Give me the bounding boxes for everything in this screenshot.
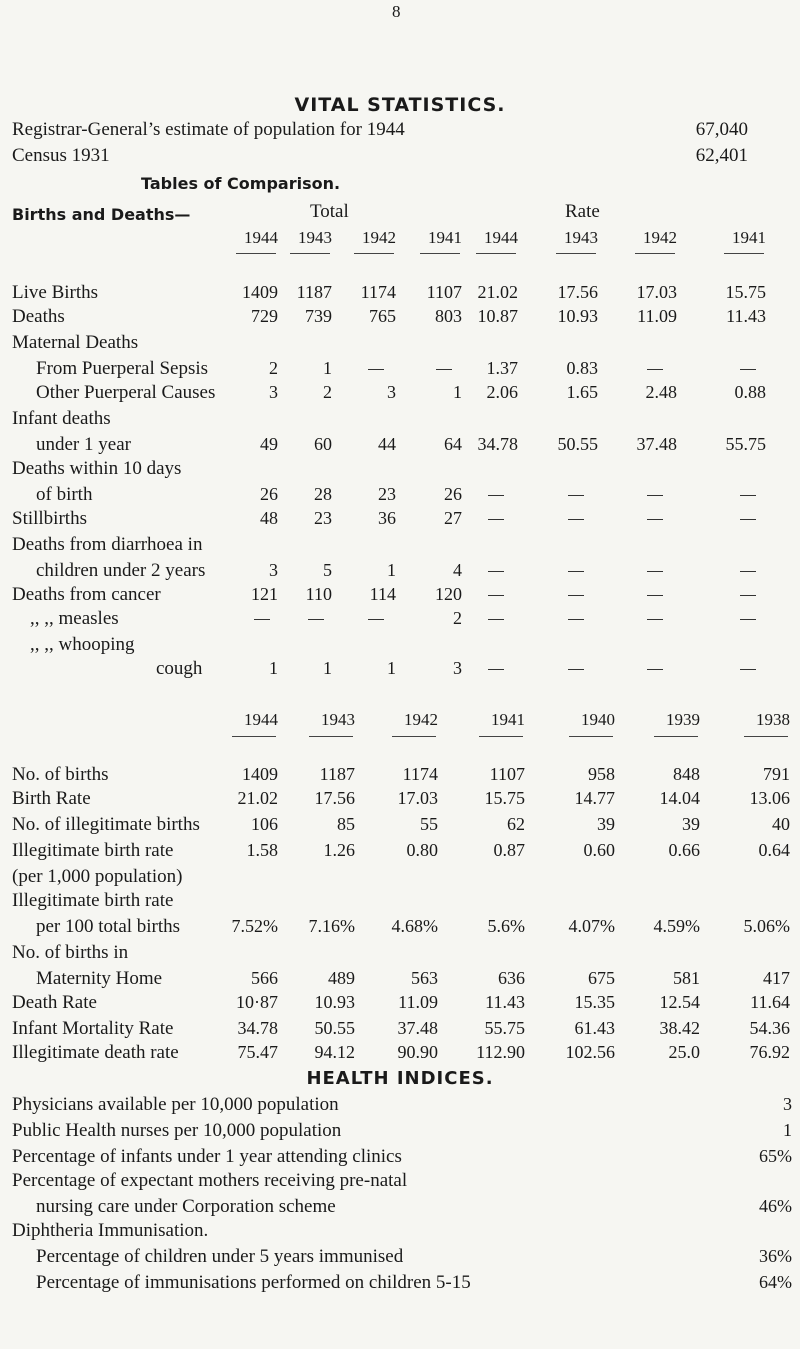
row-label: Illegitimate birth rate [12,840,174,861]
row-value: 110 [305,584,332,604]
row-label: (per 1,000 population) [12,866,183,887]
row-label: Live Births [12,282,99,303]
row-value: 1.58 [246,840,278,860]
header-underline [309,736,353,737]
column-year: 1943 [321,710,355,729]
row-label: Infant deaths [12,408,111,429]
row-value: 1187 [296,282,332,302]
row-value: 1 [269,658,278,678]
row-value: 1.65 [566,382,598,402]
dash-mark [740,495,756,496]
dash-mark [488,669,504,670]
row-value: 958 [588,764,615,784]
row-value: 28 [314,484,332,504]
row-value: 563 [411,968,438,988]
row-value: 36 [378,508,396,528]
row-label: No. of births in [12,942,129,963]
row-value: 5 [323,560,332,580]
page-title: VITAL STATISTICS. [294,94,506,116]
row-label: under 1 year [36,434,131,455]
row-value: 1.26 [323,840,355,860]
row-value: 729 [251,306,278,326]
row-value: 1 [453,382,462,402]
header-underline [476,253,516,254]
row-value: 1187 [319,764,355,784]
column-year: 1938 [756,710,790,729]
row-value: 62 [507,814,525,834]
row-label: children under 2 years [36,560,206,581]
health-item-label: Percentage of expectant mothers receiving pre-natal [12,1170,408,1191]
row-label: ,, ,, measles [30,608,119,629]
row-value: 14.04 [659,788,700,808]
row-value: 15.35 [574,992,615,1012]
row-value: 21.02 [477,282,518,302]
row-value: 23 [378,484,396,504]
row-value: 15.75 [725,282,766,302]
dash-mark [488,595,504,596]
page-number: 8 [392,2,401,21]
column-year: 1942 [404,710,438,729]
row-value: 3 [269,560,278,580]
row-label: Deaths within 10 days [12,458,182,479]
dash-mark [368,369,384,370]
dash-mark [254,619,270,620]
row-value: 17.03 [636,282,677,302]
row-label: No. of illegitimate births [12,814,200,835]
row-value: 3 [387,382,396,402]
row-value: 1 [387,560,396,580]
row-value: 675 [588,968,615,988]
row-label: ,, ,, whooping [30,634,135,655]
column-year: 1944 [484,228,518,247]
row-label: Maternal Deaths [12,332,139,353]
row-value: 60 [314,434,332,454]
row-label: of birth [36,484,93,505]
row-value: 11.64 [750,992,790,1012]
row-label: Deaths from diarrhoea in [12,534,203,555]
row-value: 10.87 [477,306,518,326]
row-value: 0.66 [668,840,700,860]
dash-mark [740,595,756,596]
dash-mark [568,619,584,620]
row-value: 34.78 [477,434,518,454]
header-underline [479,736,523,737]
row-value: 50.55 [314,1018,355,1038]
row-value: 23 [314,508,332,528]
dash-mark [488,495,504,496]
comparison-heading: Tables of Comparison. [141,174,341,193]
column-year: 1941 [732,228,766,247]
row-value: 49 [260,434,278,454]
dash-mark [647,495,663,496]
row-value: 120 [435,584,462,604]
row-value: 1174 [360,282,396,302]
header-underline [290,253,330,254]
row-label: Birth Rate [12,788,91,809]
row-label: Deaths [12,306,65,327]
header-underline [654,736,698,737]
column-year: 1944 [244,228,278,247]
header-underline [392,736,436,737]
row-value: 10·87 [236,992,278,1012]
header-underline [569,736,613,737]
row-value: 1409 [242,764,278,784]
row-value: 39 [682,814,700,834]
dash-mark [647,369,663,370]
row-value: 417 [763,968,790,988]
dash-mark [740,519,756,520]
row-label: Illegitimate death rate [12,1042,179,1063]
row-value: 25.0 [668,1042,700,1062]
row-value: 1 [323,658,332,678]
row-label: From Puerperal Sepsis [36,358,209,379]
row-value: 4.07% [568,916,615,936]
column-year: 1941 [491,710,525,729]
dash-mark [647,519,663,520]
row-value: 566 [251,968,278,988]
row-label: cough [156,658,203,679]
health-item-value: 65% [759,1146,792,1166]
dash-mark [488,519,504,520]
row-value: 64 [444,434,462,454]
health-item-value: 36% [759,1246,792,1266]
row-value: 12.54 [659,992,700,1012]
row-value: 11.09 [398,992,438,1012]
row-value: 1.37 [486,358,518,378]
row-value: 2.48 [645,382,677,402]
row-value: 27 [444,508,462,528]
row-value: 0.60 [583,840,615,860]
rate-column-label: Rate [565,201,600,222]
health-item-value: 64% [759,1272,792,1292]
row-value: 791 [763,764,790,784]
row-value: 1174 [402,764,438,784]
row-value: 10.93 [557,306,598,326]
row-value: 3 [453,658,462,678]
row-value: 10.93 [314,992,355,1012]
column-year: 1942 [643,228,677,247]
row-value: 37.48 [397,1018,438,1038]
row-value: 4 [453,560,462,580]
row-value: 55 [420,814,438,834]
dash-mark [647,669,663,670]
census-value: 62,401 [695,145,748,166]
dash-mark [568,571,584,572]
row-value: 5.6% [487,916,525,936]
dash-mark [568,595,584,596]
row-value: 85 [337,814,355,834]
health-item-value: 1 [783,1120,792,1140]
row-value: 94.12 [314,1042,355,1062]
row-label: per 100 total births [36,916,181,937]
health-heading: HEALTH INDICES. [306,1068,494,1089]
row-value: 75.47 [237,1042,278,1062]
header-underline [556,253,596,254]
row-value: 44 [378,434,396,454]
header-underline [420,253,460,254]
row-value: 17.03 [397,788,438,808]
row-value: 37.48 [636,434,677,454]
row-value: 55.75 [484,1018,525,1038]
header-underline [232,736,276,737]
dash-mark [488,571,504,572]
health-item-label: Percentage of children under 5 years immunised [36,1246,404,1267]
health-item-value: 3 [783,1094,792,1114]
dash-mark [740,571,756,572]
row-value: 765 [369,306,396,326]
dash-mark [647,595,663,596]
row-value: 50.55 [557,434,598,454]
row-value: 1 [387,658,396,678]
row-label: Infant Mortality Rate [12,1018,174,1039]
row-value: 0.80 [406,840,438,860]
column-year: 1939 [666,710,700,729]
dash-mark [647,571,663,572]
health-item-label: nursing care under Corporation scheme [36,1196,336,1217]
row-value: 581 [673,968,700,988]
row-value: 106 [251,814,278,834]
row-value: 2 [323,382,332,402]
row-value: 11.43 [726,306,766,326]
row-value: 0.83 [566,358,598,378]
row-label: Deaths from cancer [12,584,161,605]
row-label: Stillbirths [12,508,87,529]
row-value: 11.43 [485,992,525,1012]
row-value: 1107 [426,282,462,302]
header-underline [236,253,276,254]
row-value: 4.59% [653,916,700,936]
row-label: No. of births [12,764,109,785]
column-year: 1941 [428,228,462,247]
row-value: 17.56 [314,788,355,808]
row-value: 13.06 [749,788,790,808]
row-value: 7.52% [231,916,278,936]
column-year: 1943 [298,228,332,247]
row-value: 7.16% [308,916,355,936]
health-item-value: 46% [759,1196,792,1216]
row-value: 0.88 [734,382,766,402]
health-item-label: Physicians available per 10,000 population [12,1094,339,1115]
row-value: 17.56 [557,282,598,302]
column-year: 1942 [362,228,396,247]
row-label: Maternity Home [36,968,163,989]
row-value: 11.09 [637,306,677,326]
row-value: 2 [269,358,278,378]
health-item-label: Diphtheria Immunisation. [12,1220,209,1241]
dash-mark [568,669,584,670]
row-value: 61.43 [574,1018,615,1038]
row-value: 90.90 [397,1042,438,1062]
row-value: 48 [260,508,278,528]
census-label: Census 1931 [12,145,110,166]
health-item-label: Percentage of immunisations performed on children 5-15 [36,1272,471,1293]
row-value: 1 [323,358,332,378]
row-value: 38.42 [659,1018,700,1038]
row-value: 803 [435,306,462,326]
row-value: 739 [305,306,332,326]
row-value: 26 [260,484,278,504]
dash-mark [740,369,756,370]
header-underline [354,253,394,254]
total-column-label: Total [310,201,349,222]
row-value: 26 [444,484,462,504]
dash-mark [740,619,756,620]
row-value: 39 [597,814,615,834]
row-value: 112.90 [476,1042,525,1062]
row-value: 0.87 [493,840,525,860]
row-value: 54.36 [749,1018,790,1038]
dash-mark [647,619,663,620]
row-value: 848 [673,764,700,784]
dash-mark [568,495,584,496]
row-value: 102.56 [565,1042,615,1062]
dash-mark [308,619,324,620]
row-value: 40 [772,814,790,834]
row-value: 1409 [242,282,278,302]
row-value: 5.06% [743,916,790,936]
header-underline [744,736,788,737]
row-value: 114 [369,584,396,604]
row-label: Other Puerperal Causes [36,382,216,403]
column-year: 1940 [581,710,615,729]
dash-mark [740,669,756,670]
column-year: 1944 [244,710,278,729]
row-label: Illegitimate birth rate [12,890,174,911]
column-year: 1943 [564,228,598,247]
dash-mark [488,619,504,620]
row-value: 21.02 [237,788,278,808]
health-item-label: Public Health nurses per 10,000 population [12,1120,342,1141]
row-value: 76.92 [749,1042,790,1062]
births-deaths-label: Births and Deaths— [12,205,191,224]
row-value: 489 [328,968,355,988]
dash-mark [568,519,584,520]
row-value: 4.68% [391,916,438,936]
row-value: 0.64 [758,840,790,860]
row-value: 34.78 [237,1018,278,1038]
row-value: 121 [251,584,278,604]
header-underline [635,253,675,254]
row-value: 3 [269,382,278,402]
population-estimate-label: Registrar-General’s estimate of population for 1944 [12,119,405,140]
header-underline [724,253,764,254]
row-value: 636 [498,968,525,988]
health-item-label: Percentage of infants under 1 year attending clinics [12,1146,402,1167]
row-value: 15.75 [484,788,525,808]
row-value: 1107 [489,764,525,784]
row-value: 2.06 [486,382,518,402]
row-value: 55.75 [725,434,766,454]
row-value: 14.77 [574,788,615,808]
row-label: Death Rate [12,992,97,1013]
row-value: 2 [453,608,462,628]
population-estimate-value: 67,040 [695,119,748,140]
